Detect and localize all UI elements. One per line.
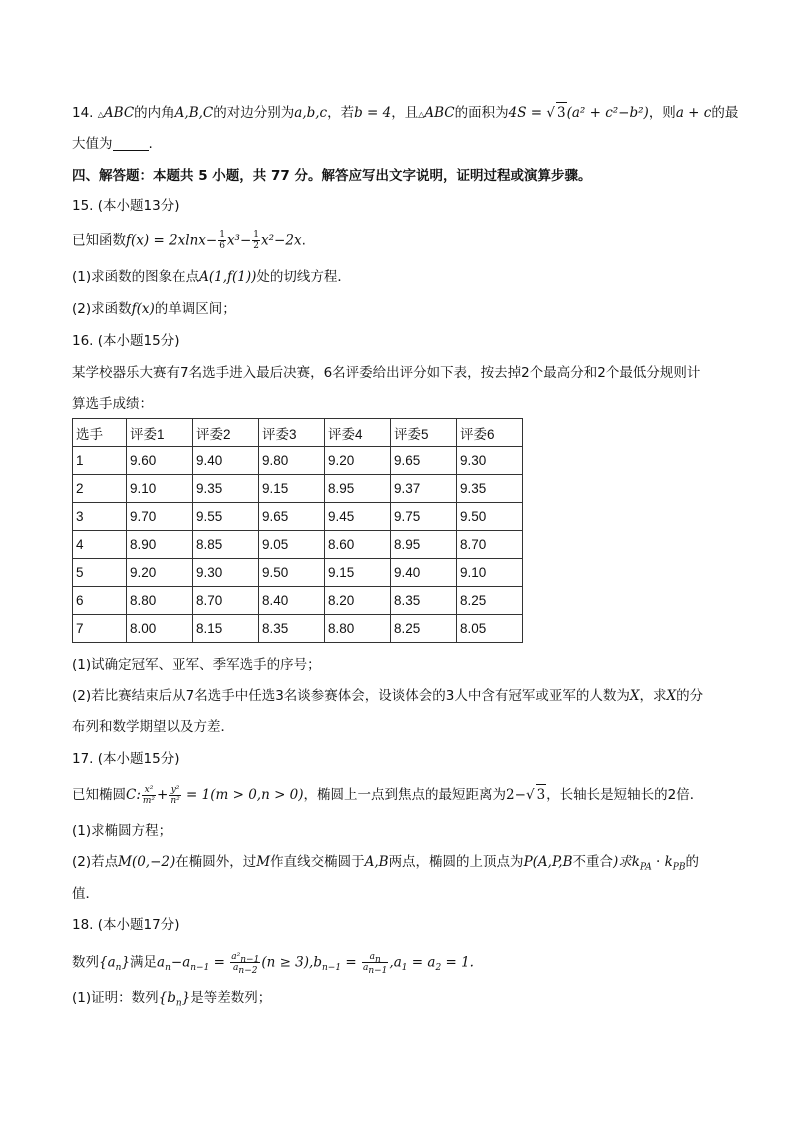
table-header-cell: 评委5 xyxy=(391,419,457,447)
table-row xyxy=(73,615,523,643)
table-cell: 8.00 xyxy=(127,615,193,643)
section-title: 四、解答题：本题共 5 小题，共 77 分。解答应写出文字说明，证明过程或演算步骤。 xyxy=(72,168,592,184)
q18-part1: (1)证明：数列$\{b_n\}$是等差数列； xyxy=(72,990,272,1009)
table-cell: 9.10 xyxy=(457,559,523,587)
q15-stem: 已知函数f(x) = 2xlnx− $\frac{1}{6}$ x³− $\frac{1}{2}$ x²−2x. xyxy=(72,230,306,251)
table-cell: 8.95 xyxy=(325,475,391,503)
table-header-cell: 选手 xyxy=(73,419,127,447)
answer-blank xyxy=(113,136,149,151)
q16-part2-cont: 布列和数学期望以及方差． xyxy=(72,719,234,735)
table-cell: 8.20 xyxy=(325,587,391,615)
table-cell: 9.70 xyxy=(127,503,193,531)
table-cell: 9.50 xyxy=(457,503,523,531)
q16-part1: (1)试确定冠军、亚军、季军选手的序号； xyxy=(72,657,321,673)
table-cell: 9.30 xyxy=(193,559,259,587)
table-cell: 9.60 xyxy=(127,447,193,475)
table-cell: 9.45 xyxy=(325,503,391,531)
table-cell: 5 xyxy=(73,559,127,587)
q15-part1: (1)求函数的图象在点A(1,f(1))处的切线方程． xyxy=(72,269,351,285)
table-cell: 8.85 xyxy=(193,531,259,559)
table-row xyxy=(73,531,523,559)
table-cell: 9.35 xyxy=(457,475,523,503)
table-row xyxy=(73,503,523,531)
table-header-row xyxy=(73,419,523,447)
table-cell: 8.15 xyxy=(193,615,259,643)
table-cell: 8.05 xyxy=(457,615,523,643)
table-cell: 9.05 xyxy=(259,531,325,559)
table-header-cell: 评委2 xyxy=(193,419,259,447)
q16-stem-line1: 某学校器乐大赛有7名选手进入最后决赛，6名评委给出评分如下表，按去掉2个最高分和2个最低分规则计 xyxy=(72,365,701,381)
table-cell: 4 xyxy=(73,531,127,559)
table-cell: 9.65 xyxy=(391,447,457,475)
table-header-cell: 评委6 xyxy=(457,419,523,447)
table-cell: 9.55 xyxy=(193,503,259,531)
table-cell: 8.95 xyxy=(391,531,457,559)
table-cell: 8.90 xyxy=(127,531,193,559)
table-cell: 8.25 xyxy=(391,615,457,643)
table-cell: 9.30 xyxy=(457,447,523,475)
q14-line2: 大值为 . xyxy=(72,136,153,152)
table-cell: 9.15 xyxy=(259,475,325,503)
table-cell: 9.35 xyxy=(193,475,259,503)
table-header-cell: 评委4 xyxy=(325,419,391,447)
table-cell: 9.37 xyxy=(391,475,457,503)
table-cell: 1 xyxy=(73,447,127,475)
table-cell: 9.80 xyxy=(259,447,325,475)
q18-stem: 数列$\{a_n\}$满足$a_n-a_{n-1}$ = $\frac{a^2_{n-1}}{a_{n-2}}$ $(n \ge 3),b_{n-1}$ = $\frac{a_n}{a_{n-1}}$ $,a_1 = a_2 = 1$. xyxy=(72,952,474,976)
table-header-cell: 评委3 xyxy=(259,419,325,447)
table-cell: 7 xyxy=(73,615,127,643)
q17-part2: (2)若点M(0,−2)在椭圆外，过M作直线交椭圆于A,B两点，椭圆的上顶点为P(A,P,B不重合)求$k_{PA} \cdot k_{PB}$的 xyxy=(72,854,699,873)
q18-header: 18. (本小题17分) xyxy=(72,917,180,933)
table-cell: 8.70 xyxy=(193,587,259,615)
table-cell: 8.40 xyxy=(259,587,325,615)
table-row xyxy=(73,559,523,587)
table-cell: 9.10 xyxy=(127,475,193,503)
q17-header: 17. (本小题15分) xyxy=(72,751,180,767)
table-cell: 9.15 xyxy=(325,559,391,587)
table-cell: 9.65 xyxy=(259,503,325,531)
table-cell: 2 xyxy=(73,475,127,503)
q16-stem-line2: 算选手成绩： xyxy=(72,396,153,412)
table-row xyxy=(73,447,523,475)
table-cell: 9.50 xyxy=(259,559,325,587)
table-cell: 8.80 xyxy=(325,615,391,643)
q16-header: 16. (本小题15分) xyxy=(72,333,180,349)
score-table xyxy=(72,418,523,643)
q17-part2-cont: 值． xyxy=(72,886,99,902)
q17-stem: 已知椭圆C: $\frac{\text{x²}}{\text{m²}}$ + $\frac{\text{y²}}{\text{n²}}$ = 1(m > 0,n > 0)，椭圆上一点到焦点的最短距离为2−√ 3，长轴长是短轴长的2倍． xyxy=(72,784,704,806)
table-cell: 9.40 xyxy=(391,559,457,587)
table-cell: 8.35 xyxy=(259,615,325,643)
table-cell: 9.20 xyxy=(127,559,193,587)
table-cell: 9.20 xyxy=(325,447,391,475)
table-cell: 8.80 xyxy=(127,587,193,615)
table-cell: 8.70 xyxy=(457,531,523,559)
q17-part1: (1)求椭圆方程； xyxy=(72,823,173,839)
q14-line1: 14. △ABC的内角A,B,C的对边分别为a,b,c，若b = 4，且△ABC的面积为4S = √ 3(a² + c²−b²)，则a + c的最 xyxy=(72,102,738,125)
q16-part2: (2)若比赛结束后从7名选手中任选3名谈参赛体会，设谈体会的3人中含有冠军或亚军的人数为X，求X的分 xyxy=(72,688,704,704)
table-cell: 8.60 xyxy=(325,531,391,559)
table-cell: 6 xyxy=(73,587,127,615)
q15-part2: (2)求函数f(x)的单调区间； xyxy=(72,301,236,317)
table-row xyxy=(73,475,523,503)
table-cell: 9.40 xyxy=(193,447,259,475)
q15-header: 15. (本小题13分) xyxy=(72,198,180,214)
table-cell: 8.25 xyxy=(457,587,523,615)
table-cell: 9.75 xyxy=(391,503,457,531)
table-cell: 3 xyxy=(73,503,127,531)
table-header-cell: 评委1 xyxy=(127,419,193,447)
table-row xyxy=(73,587,523,615)
table-cell: 8.35 xyxy=(391,587,457,615)
